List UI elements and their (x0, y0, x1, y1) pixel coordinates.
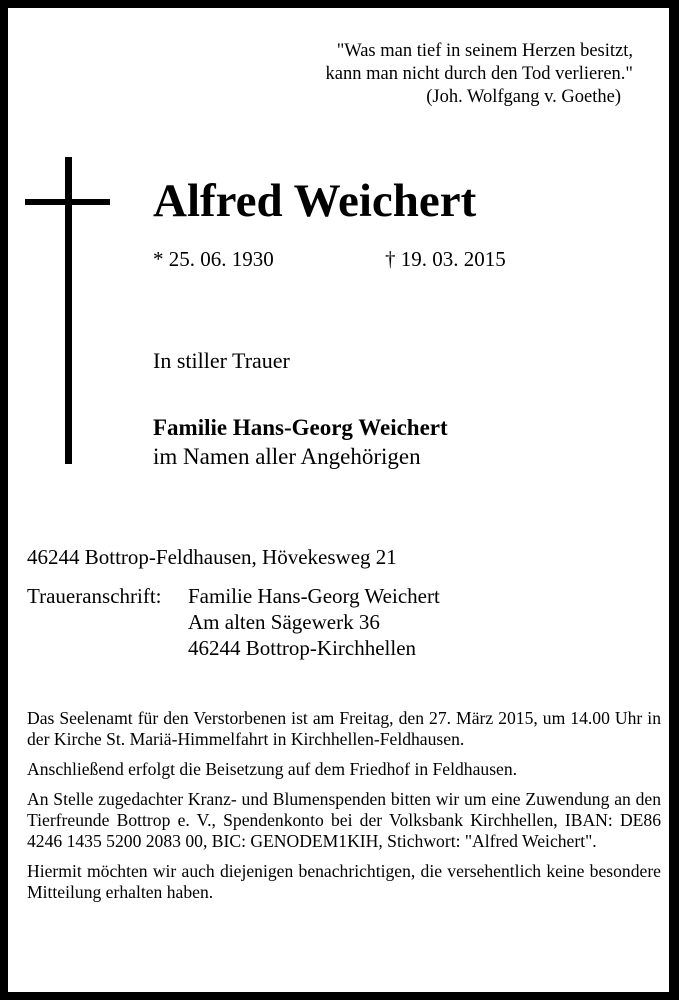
quote-author: (Joh. Wolfgang v. Goethe) (426, 87, 621, 107)
quote-line-1: "Was man tief in seinem Herzen besitzt, (336, 41, 633, 61)
deceased-name: Alfred Weichert (153, 175, 477, 227)
quote-line-2: kann man nicht durch den Tod verlieren." (325, 64, 633, 84)
death-date: † 19. 03. 2015 (385, 247, 506, 271)
funeral-mass-paragraph: Das Seelenamt für den Verstorbenen ist am Freitag, den 27. März 2015, um 14.00 Uhr in der Kirche St. Mariä-Himmelfahrt in Kirchhellen-Feldhausen. (27, 708, 661, 749)
spacer (27, 609, 188, 635)
mourning-address-line: Familie Hans-Georg Weichert (188, 584, 440, 608)
mourning-address-line: Am alten Sägewerk 36 (188, 610, 380, 634)
mourning-address-label: Traueranschrift: (27, 584, 162, 608)
burial-paragraph: Anschließend erfolgt die Beisetzung auf dem Friedhof in Feldhausen. (27, 759, 518, 779)
spacer (27, 635, 188, 661)
family-name: Familie Hans-Georg Weichert (153, 415, 448, 440)
mourning-address-line: 46244 Bottrop-Kirchhellen (188, 636, 417, 660)
cross-horizontal-bar (25, 199, 110, 205)
obituary-body (27, 708, 661, 912)
residence-address: 46244 Bottrop-Feldhausen, Hövekesweg 21 (27, 545, 397, 569)
mourning-address-block (27, 583, 440, 661)
birth-date: * 25. 06. 1930 (153, 247, 274, 271)
mourning-intro: In stiller Trauer (153, 348, 290, 373)
notification-paragraph: Hiermit möchten wir auch diejenigen benachrichtigen, die versehentlich keine besondere Mitteilung erhalten haben. (27, 861, 661, 902)
family-subtitle: im Namen aller Angehörigen (153, 444, 421, 469)
donation-paragraph: An Stelle zugedachter Kranz- und Blumenspenden bitten wir um eine Zuwendung an den Tierfreunde Bottrop e. V., Spendenkonto bei der Volksbank Kirchhellen, IBAN: DE86 4246 1435 5200 2083 00, BIC: GENODEM1KIH, Stichwort: "Alfred Weichert". (27, 789, 661, 851)
mourning-family (153, 413, 448, 471)
goethe-quote (326, 40, 633, 109)
